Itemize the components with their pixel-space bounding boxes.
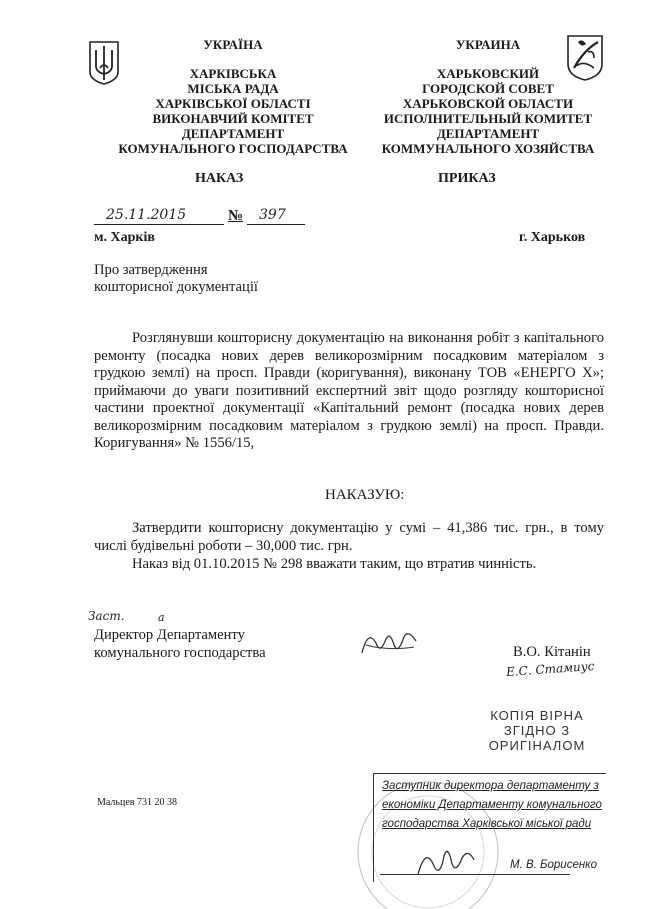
- org-line-ru-5: ДЕПАРТАМЕНТ: [436, 126, 540, 141]
- certifier-line-3: господарства Харківської міської ради: [382, 818, 592, 830]
- copy-stamp-line-2: ЗГІДНО З: [503, 723, 571, 738]
- org-line-ru-1: ХАРЬКОВСКИЙ: [436, 66, 540, 81]
- handwritten-prefix: Заст.: [88, 609, 125, 623]
- copy-stamp: [477, 708, 597, 753]
- certifier-line-2: економіки Департаменту комунального: [382, 799, 602, 811]
- signer-position-line-1: Директор Департаменту: [94, 627, 245, 643]
- certifier-line-1: Заступник директора департаменту з: [382, 780, 599, 792]
- country-ru: УКРАИНА: [455, 37, 521, 52]
- subject-line-2: кошторисної документації: [94, 279, 258, 295]
- handwritten-signer-name: Е.С. Стамиус: [505, 658, 595, 680]
- executor-info: Мальцев 731 20 38: [97, 797, 177, 808]
- header-ukrainian: [100, 37, 366, 156]
- country-ua: УКРАЇНА: [203, 37, 263, 52]
- order-date: 25.11.2015: [106, 207, 187, 223]
- signer-position-line-2: комунального господарства: [94, 644, 266, 661]
- header-russian: [355, 37, 621, 156]
- order-word: НАКАЗУЮ:: [325, 487, 405, 503]
- certifier-name: М. В. Борисенко: [510, 859, 598, 871]
- org-line-ru-4: ИСПОЛНИТЕЛЬНЫЙ КОМИТЕТ: [383, 111, 593, 126]
- org-line-ru-2: ГОРОДСКОЙ СОВЕТ: [422, 81, 554, 96]
- org-line-ua-2: МІСЬКА РАДА: [187, 81, 279, 96]
- city-ru: г. Харьков: [519, 230, 586, 245]
- handwritten-suffix: а: [158, 611, 165, 624]
- order-item-1: Затвердити кошторисну документацію у сумі – 41,386 тис. грн., в тому числі будівельні роботи – 30,000 тис. грн.: [94, 520, 604, 554]
- doc-type-ua: НАКАЗ: [195, 171, 244, 186]
- signer-name: В.О. Кітанін: [513, 644, 591, 660]
- certifier-lines: [374, 774, 606, 834]
- subject-line-1: Про затвердження: [94, 262, 208, 278]
- preamble-paragraph: Розглянувши кошторисну документацію на виконання робіт з капітального ремонту (посадка нових дерев великорозмірним посадковим матеріалом з грудкою землі) на просп. Правди (коригування), виконану ТОВ «ЕНЕРГО Х»; приймаючи до уваги позитивний експертний звіт щодо розгляду кошторисної частини проектної документації «Капітальний ремонт (посадка нових дерев великорозмірним посадковим матеріалом з грудкою землі) на просп. Правди. Коригування» № 1556/15,: [94, 330, 604, 451]
- city-ua: м. Харків: [94, 230, 155, 245]
- date-number-line: [94, 207, 306, 229]
- certifier-signature: [414, 840, 478, 880]
- copy-stamp-line-1: КОПІЯ ВІРНА: [490, 708, 584, 723]
- doc-type-ru: ПРИКАЗ: [438, 171, 496, 186]
- org-line-ua-6: КОМУНАЛЬНОГО ГОСПОДАРСТВА: [118, 141, 348, 156]
- certifier-stamp: [373, 773, 606, 882]
- handwritten-signature: [358, 625, 420, 661]
- org-line-ua-3: ХАРКІВСЬКОЇ ОБЛАСТІ: [155, 96, 311, 111]
- subject: [94, 262, 258, 296]
- order-number-label: №: [228, 208, 244, 224]
- order-item-2: Наказ від 01.10.2015 № 298 вважати таким, що втратив чинність.: [132, 556, 537, 572]
- org-line-ua-5: ДЕПАРТАМЕНТ: [181, 126, 285, 141]
- order-number: 397: [259, 207, 286, 223]
- date-underline: [94, 224, 224, 225]
- number-underline: [247, 224, 305, 225]
- org-line-ru-6: КОММУНАЛЬНОГО ХОЗЯЙСТВА: [381, 141, 595, 156]
- signer-position: [94, 627, 266, 662]
- org-line-ru-3: ХАРЬКОВСКОЙ ОБЛАСТИ: [402, 96, 574, 111]
- org-line-ua-4: ВИКОНАВЧИЙ КОМІТЕТ: [152, 111, 314, 126]
- org-line-ua-1: ХАРКІВСЬКА: [189, 66, 277, 81]
- copy-stamp-line-3: ОРИГІНАЛОМ: [488, 738, 586, 753]
